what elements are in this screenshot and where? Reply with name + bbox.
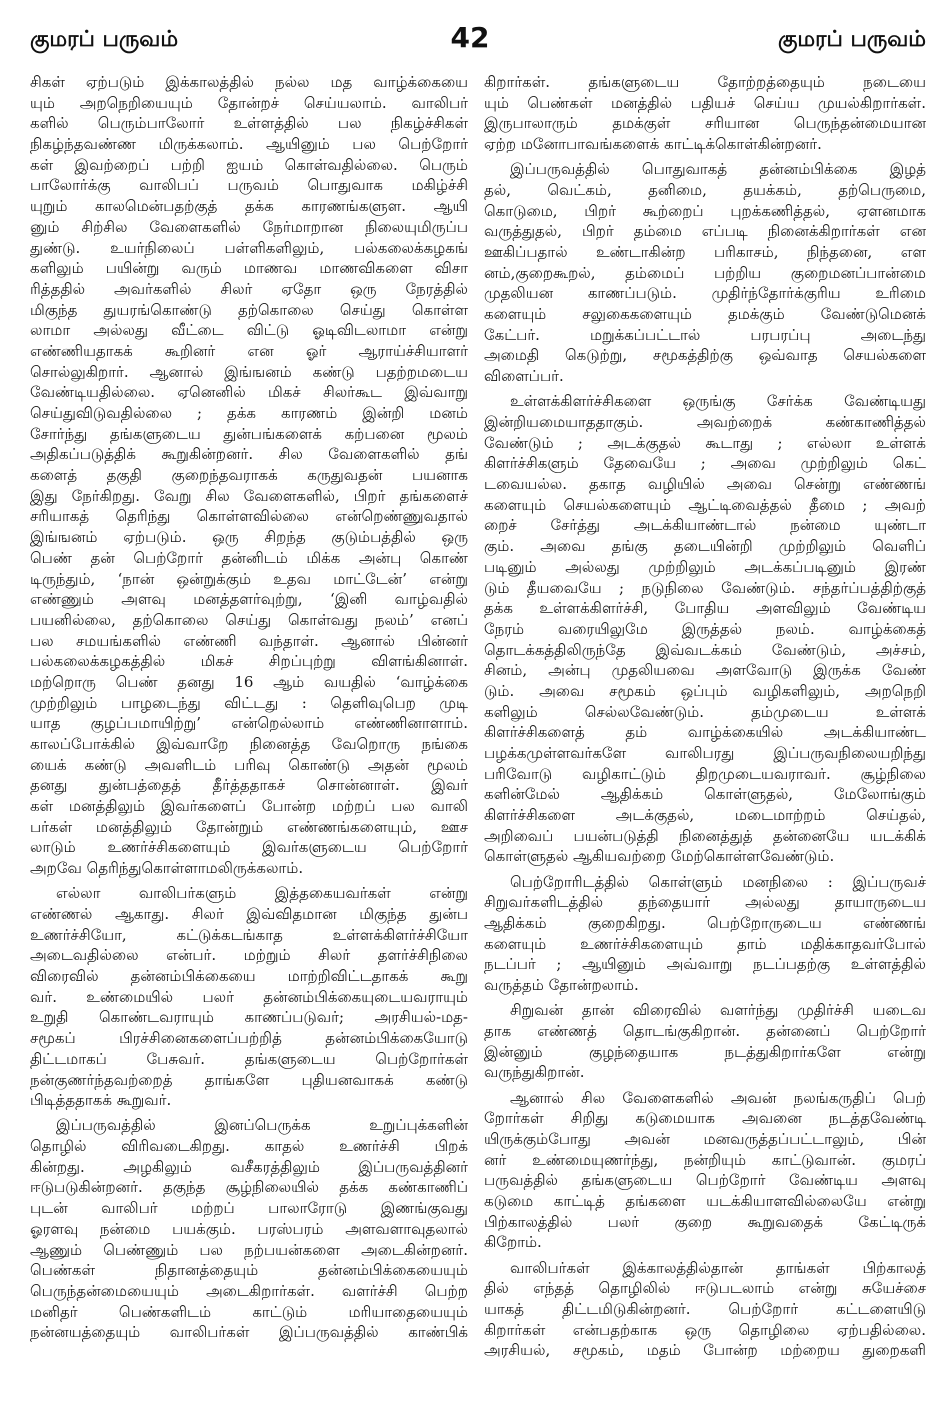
text-line: ஏற்ற மனோபாவங்களைக் காட்டிக்கொள்கின்றனர். — [484, 135, 822, 154]
text-line: தக்க உள்ளக்கிளர்ச்சி, போதிய அளவிலும் வேண்டிய — [484, 599, 926, 618]
text-line: யாகத் திட்டமிடுகின்றனர். பெற்றோர் கட்டளையிடு — [484, 1299, 926, 1318]
text-line: கின்றது. அழகிலும் வசீகரத்திலும் இப்பருவத்தினர் — [30, 1157, 468, 1176]
text-line: இப்பருவத்தில் பொதுவாகத் தன்னம்பிக்கை இழத் — [510, 160, 926, 179]
text-line: சிகள் ஏற்படும் இக்காலத்தில் நல்ல மத வாழ்க்கையை — [30, 73, 468, 91]
text-line: ஓரளவு நன்மை பயக்கும். பரஸ்பரம் அளவளாவுதலால் — [30, 1219, 468, 1238]
text-line: விரைவில் தன்னம்பிக்கையை மாற்றிவிட்டதாகக் கூறு — [30, 967, 468, 986]
text-line: பர்கள் மனத்திலும் தோன்றும் எண்ணங்களையும், ஊச — [30, 817, 468, 836]
text-line: கள் இவற்றைப் பற்றி ஐயம் கொள்வதில்லை. பெரும் — [30, 155, 468, 174]
text-line: மிகுந்த துயரங்கொண்டு தற்கொலை செய்து கொள்ள — [30, 300, 468, 319]
text-line: களையும் சலுகைகளையும் தமக்கும் வேண்டுமெனக் — [484, 305, 926, 324]
text-line: கேட்பர். மறுக்கப்பட்டால் பரபரப்பு அடைந்து — [484, 325, 926, 344]
text-line: ஆனால் சில வேளைகளில் அவன் நலங்கருதிப் பெற் — [510, 1088, 926, 1107]
text-line: கிறார்கள் என்பதற்காக ஒரு தொழிலை ஏற்பதில்லை. — [484, 1320, 926, 1339]
paragraph — [484, 1258, 926, 1361]
text-line: களையும் உணர்ச்சிகளையும் தாம் மதிக்காதவர்போல் — [484, 934, 926, 953]
text-line: காலப்போக்கில் இவ்வாறே நினைத்த வேறொரு நங்கை — [30, 735, 468, 753]
paragraph — [30, 1115, 468, 1343]
text-line: வருத்தம் தோன்றலாம். — [484, 976, 639, 995]
text-line: வருந்துகிறான். — [484, 1063, 585, 1082]
text-line: நிகழ்ந்தவண்ண மிருக்கலாம். ஆயினும் பல பெற்றோர் — [30, 135, 468, 154]
text-line: தனது துன்பத்தைத் தீர்த்ததாகச் சொன்னாள். இவர் — [30, 776, 468, 795]
paragraph — [484, 1088, 926, 1254]
text-line: டவையல்ல. தகாத வழியில் அவை சென்று எண்ணங் — [484, 475, 926, 494]
text-line: தொழில் விரிவடைகிறது. காதல் உணர்ச்சி பிறக் — [30, 1137, 468, 1156]
text-line: ஆணும் பெண்ணும் பல நற்பயன்களை அடைகின்றனர். — [30, 1240, 468, 1259]
paragraph — [484, 872, 926, 996]
text-line: இது நேர்கிறது. வேறு சில வேளைகளில், பிறர் தங்களைச் — [30, 486, 468, 505]
text-line: மனிதர் பெண்களிடம் காட்டும் மரியாதையையும் — [30, 1302, 468, 1321]
text-line: முதலியன காணப்படும். முதிர்ந்தோர்க்குரிய உரிமை — [484, 284, 926, 303]
text-line: பழக்கமுள்ளவர்களே வாலிபரது இப்பருவநிலையறிந்து — [484, 744, 926, 762]
text-line: கொள்ளுதல் ஆகியவற்றை மேற்கொள்ளவேண்டும். — [484, 847, 835, 866]
text-line: செய்துவிடுவதில்லை ; தக்க காரணம் இன்றி மனம் — [30, 404, 468, 422]
text-line: இப்பருவத்தில் இனப்பெருக்க உறுப்புக்களின் — [56, 1116, 468, 1135]
text-line: பருவத்தில் தங்களுடைய பெற்றோர் வேண்டிய அளவு — [484, 1171, 926, 1190]
text-line: நடப்பர் ; ஆயினும் அவ்வாறு நடப்பதற்கு உள்ளத்தில் — [484, 955, 926, 974]
text-line: பரிவோடு வழிகாட்டும் திறமுடையவராவர். சூழ்நிலை — [484, 764, 926, 783]
text-line: உணர்ச்சியோ, கட்டுக்கடங்காத உள்ளக்கிளர்ச்சியோ — [30, 925, 468, 944]
text-line: களிலும் செல்லவேண்டும். தம்முடைய உள்ளக் — [484, 702, 926, 721]
text-line: சொல்லுகிறார். ஆனால் இங்ஙனம் கண்டு பதற்றமடைய — [30, 362, 468, 381]
text-line: மற்றொரு பெண் தனது 16 ஆம் வயதில் ‘வாழ்க்கை — [30, 672, 468, 691]
text-line: பயனில்லை, தற்கொலை செய்து கொள்வது நலம்’ எனப் — [30, 610, 468, 629]
text-line: களிலும் பயின்று வரும் மாணவ மாணவிகளை விசா — [30, 259, 468, 278]
text-line: பல்கலைக்கழகத்தில் மிகச் சிறப்புற்று விளங்கினாள். — [30, 652, 468, 671]
text-line: ரித்ததில் அவர்களில் சிலர் ஏதோ ஒரு நேரத்தில் — [30, 279, 468, 298]
text-line: னம்,குறைகூறல், தம்மைப் பற்றிய குறைமனப்பான்மை — [484, 263, 926, 282]
page-number: 42 — [450, 21, 490, 54]
text-line: பெண் தன் பெற்றோர் தன்னிடம் மிக்க அன்பு கொண் — [30, 548, 468, 567]
text-line: அறவே தெரிந்துகொள்ளாமலிருக்கலாம். — [30, 859, 304, 878]
text-line: சோர்ந்து தங்களுடைய துன்பங்களைக் கற்பனை மூலம் — [30, 424, 468, 443]
text-line: பாலோர்க்கு வாலிபப் பருவம் பொதுவாக மகிழ்ச்சி — [30, 176, 468, 195]
text-line: பெற்றோரிடத்தில் கொள்ளும் மனநிலை : இப்பருவச் — [510, 872, 926, 891]
text-line: எண்ணியதாகக் கூறினர் என ஓர் ஆராய்ச்சியாளர் — [30, 341, 468, 360]
paragraph — [484, 1000, 926, 1083]
paragraph — [484, 159, 926, 387]
text-line: துண்டு. உயர்நிலைப் பள்ளிகளிலும், பல்கலைக்கழகங் — [30, 238, 468, 257]
text-line: வர். உண்மையில் பலர் தன்னம்பிக்கையுடையவராயும் — [30, 987, 468, 1006]
paragraph — [30, 72, 468, 879]
text-line: இங்ஙனம் ஏற்படும். ஒரு சிறந்த குடும்பத்தில் ஒரு — [30, 528, 468, 547]
text-line: நேரம் வரையிலுமே இருத்தல் நலம். வாழ்க்கைத் — [484, 619, 926, 638]
text-line: னர் உண்மையுணர்ந்து, நன்றியும் காட்டுவான். குமரப் — [484, 1150, 926, 1169]
text-column-right — [484, 72, 926, 1361]
text-line: றோர்கள் சிறிது கடுமையாக அவனை நடத்தவேண்டி — [484, 1109, 926, 1128]
text-line: உள்ளக்கிளர்ச்சிகளை ஒருங்கு சேர்க்க வேண்டியது — [510, 392, 926, 411]
text-line: களைத் தகுதி குறைந்தவராகக் கருதுவதன் பயனாக — [30, 466, 468, 485]
text-line: இருபாலாரும் தமக்குள் சரியான பெருந்தன்மையான — [484, 114, 926, 133]
text-line: தாக எண்ணத் தொடங்குகிறான். தன்னைப் பெற்றோர் — [484, 1021, 926, 1040]
paragraph — [30, 883, 468, 1111]
text-line: லாடும் உணர்ச்சிகளையும் இவர்களுடைய பெற்றோர் — [30, 838, 468, 857]
text-column-left — [30, 72, 468, 1343]
text-line: அமைதி கெடுற்று, சமூகத்திற்கு ஒவ்வாத செயல்களை — [484, 346, 926, 365]
text-line: யாத குழப்பமாயிற்று’ என்றெல்லாம் எண்ணினாளாம். — [30, 714, 468, 733]
text-line: நன்னயத்தையும் வாலிபர்கள் இப்பருவத்தில் காண்பிக் — [30, 1323, 468, 1342]
text-line: றைச் சேர்த்து அடக்கியாண்டால் நன்மை யுண்டா — [484, 516, 926, 535]
text-line: வருத்துதல், பிறர் தம்மை எப்படி நினைக்கிறார்கள் என — [484, 222, 926, 241]
text-line: பெண்கள் நிதானத்தையும் தன்னம்பிக்கையையும் — [30, 1261, 468, 1280]
text-line: யுறும் காலமென்பதற்குத் தக்க காரணங்களுள. ஆயி — [30, 197, 468, 216]
text-line: கிளர்ச்சிகளை அடக்குதல், மடைமாற்றம் செய்தல், — [484, 806, 926, 825]
text-line: யைக் கண்டு அவளிடம் பரிவு கொண்டு அதன் மூலம் — [30, 755, 468, 774]
text-line: விளைப்பர். — [484, 367, 564, 386]
text-line: புடன் வாலிபர் மற்றப் பாலாரோடு இணங்குவது — [30, 1199, 468, 1218]
text-line: அறிவைப் பயன்படுத்தி நினைத்துத் தன்னையே யடக்கிக் — [484, 826, 926, 845]
text-line: கிளர்ச்சிகளும் தேவையே ; அவை முற்றிலும் கெட் — [484, 454, 926, 473]
text-line: சிறுவர்களிடத்தில் தந்தையார் அல்லது தாயாருடைய — [484, 893, 926, 912]
text-line: படினும் அல்லது முற்றிலும் அடக்கப்படினும் இரண் — [484, 557, 926, 576]
text-line: கடுமை காட்டித் தங்களை யடக்கியாளவில்லையே என்று — [484, 1191, 926, 1210]
text-line: இன்றியமையாததாகும். அவற்றைக் கண்காணித்தல் — [484, 413, 926, 431]
text-line: களையும் செயல்களையும் ஆட்டிவைத்தல் தீமை ; அவற் — [484, 495, 926, 514]
paragraph — [484, 72, 926, 155]
text-line: யும் பெண்கள் மனத்தில் பதியச் செய்ய முயல்கிறார்கள். — [484, 93, 926, 112]
text-line: கள் மனத்திலும் இவர்களைப் போன்ற மற்றப் பல வாலி — [30, 797, 468, 816]
text-line: பெருந்தன்மையையும் அடைகிறார்கள். வளர்ச்சி பெற்ற — [30, 1281, 468, 1300]
text-line: சரியாகத் தெரிந்து கொள்ளவில்லை என்றெண்ணுவதால் — [30, 507, 468, 526]
text-line: தொடக்கத்திலிருந்தே இவ்வடக்கம் வேண்டும், அச்சம், — [484, 640, 926, 659]
text-line: பிற்காலத்தில் பலர் குறை கூறுவதைக் கேட்டிருக் — [484, 1212, 926, 1231]
text-line: வேண்டும் ; அடக்குதல் கூடாது ; எல்லா உள்ளக் — [484, 433, 926, 452]
paragraph — [484, 391, 926, 867]
text-line: னும் சிற்சில வேளைகளில் நேர்மாறான நிலையுமிருப்ப — [30, 217, 468, 236]
text-line: அதிகப்படுத்திக் கூறுகின்றனர். சில வேளைகளில் தங் — [30, 445, 468, 464]
text-line: வாலிபர்கள் இக்காலத்தில்தான் தாங்கள் பிற்காலத் — [510, 1258, 926, 1277]
text-line: கிறோம். — [484, 1233, 542, 1252]
text-line: பல சமயங்களில் எண்ணி வந்தாள். ஆனால் பின்னர் — [30, 631, 468, 650]
text-line: வேண்டியதில்லை. ஏனெனில் மிகச் சிலர்கூட இவ்வாறு — [30, 383, 468, 402]
text-line: கிறார்கள். தங்களுடைய தோற்றத்தையும் நடையை — [484, 73, 926, 91]
text-line: லாமா அல்லது வீட்டை விட்டு ஓடிவிடலாமா என்று — [30, 321, 468, 340]
text-line: கும். அவை தங்கு தடையின்றி முற்றிலும் வெளிப் — [484, 537, 926, 556]
text-line: சினம், அன்பு முதலியவை அளவோடு இருக்க வேண் — [484, 661, 926, 680]
text-line: எண்ணும் அளவு மனத்தளர்வுற்று, ‘இனி வாழ்வதில் — [30, 590, 468, 609]
running-head-left: குமரப் பருவம் — [30, 26, 179, 52]
text-line: ஊகிப்பதால் உண்டாகின்ற பரிகாசம், நிந்தனை, எள — [484, 243, 926, 261]
text-line: முற்றிலும் பாழடைந்து விட்டது : தெளிவுபெற முடி — [30, 693, 468, 712]
text-line: களில் பெரும்பாலோர் உள்ளத்தில் பல நிகழ்ச்சிகள் — [30, 114, 468, 133]
text-line: ஆதிக்கம் குறைகிறது. பெற்றோருடைய எண்ணங் — [484, 914, 926, 932]
text-line: தில் எந்தத் தொழிலில் ஈடுபடலாம் என்று சுயேச்சை — [484, 1279, 926, 1298]
text-line: நன்குணர்ந்தவற்றைத் தாங்களே புதியனவாகக் கண்டு — [30, 1070, 468, 1089]
text-line: எண்ணல் ஆகாது. சிலர் இவ்விதமான மிகுந்த துன்ப — [30, 905, 468, 923]
text-line: எல்லா வாலிபர்களும் இத்தகையவர்கள் என்று — [56, 884, 468, 903]
text-line: திட்டமாகப் பேசுவர். தங்களுடைய பெற்றோர்கள் — [30, 1049, 468, 1068]
text-line: சிறுவன் தான் விரைவில் வளர்ந்து முதிர்ச்சி யடைவ — [510, 1001, 926, 1020]
text-line: டும். அவை சமூகம் ஒப்பும் வழிகளிலும், அறநெறி — [484, 681, 926, 700]
text-line: ஈடுபடுகின்றனர். தகுந்த சூழ்நிலையில் தக்க கண்காணிப் — [30, 1178, 468, 1197]
text-line: பிடித்ததாகக் கூறுவர். — [30, 1091, 172, 1110]
running-head-right: குமரப் பருவம் — [777, 26, 926, 52]
text-line: கிளர்ச்சிகளைத் தம் வாழ்க்கையில் அடக்கியாண்ட — [484, 723, 926, 742]
text-line: அடைவதில்லை என்பர். மற்றும் சிலர் தளர்ச்சிநிலை — [30, 946, 468, 965]
text-line: டிருந்தும், ‘நான் ஒன்றுக்கும் உதவ மாட்டேன்’ என்று — [30, 569, 468, 588]
text-line: களின்மேல் ஆதிக்கம் கொள்ளுதல், மேலோங்கும் — [484, 785, 926, 804]
text-line: சமூகப் பிரச்சினைகளைப்பற்றித் தன்னம்பிக்கையோடு — [30, 1029, 468, 1048]
text-line: இன்னும் குழந்தையாக நடத்துகிறார்களே என்று — [484, 1042, 926, 1061]
text-line: டும் தீயவையே ; நடுநிலை வேண்டும். சந்தர்ப்பத்திற்குத் — [484, 578, 926, 597]
text-line: அரசியல், சமூகம், மதம் போன்ற மற்றைய துறைகளி — [484, 1341, 926, 1360]
text-line: தல், வெட்கம், தனிமை, தயக்கம், தற்பெருமை, — [484, 180, 926, 199]
text-line: கொடுமை, பிறர் கூற்றைப் புறக்கணித்தல், ஏளனமாக — [484, 201, 926, 220]
text-line: யிருக்கும்போது அவன் மனவருத்தப்பட்டாலும், பின் — [484, 1129, 926, 1148]
text-line: உறுதி கொண்டவராயும் காணப்படுவர்; அரசியல்-மத- — [30, 1008, 468, 1027]
text-line: யும் அறநெறியையும் தோன்றச் செய்யலாம். வாலிபர் — [30, 93, 468, 112]
